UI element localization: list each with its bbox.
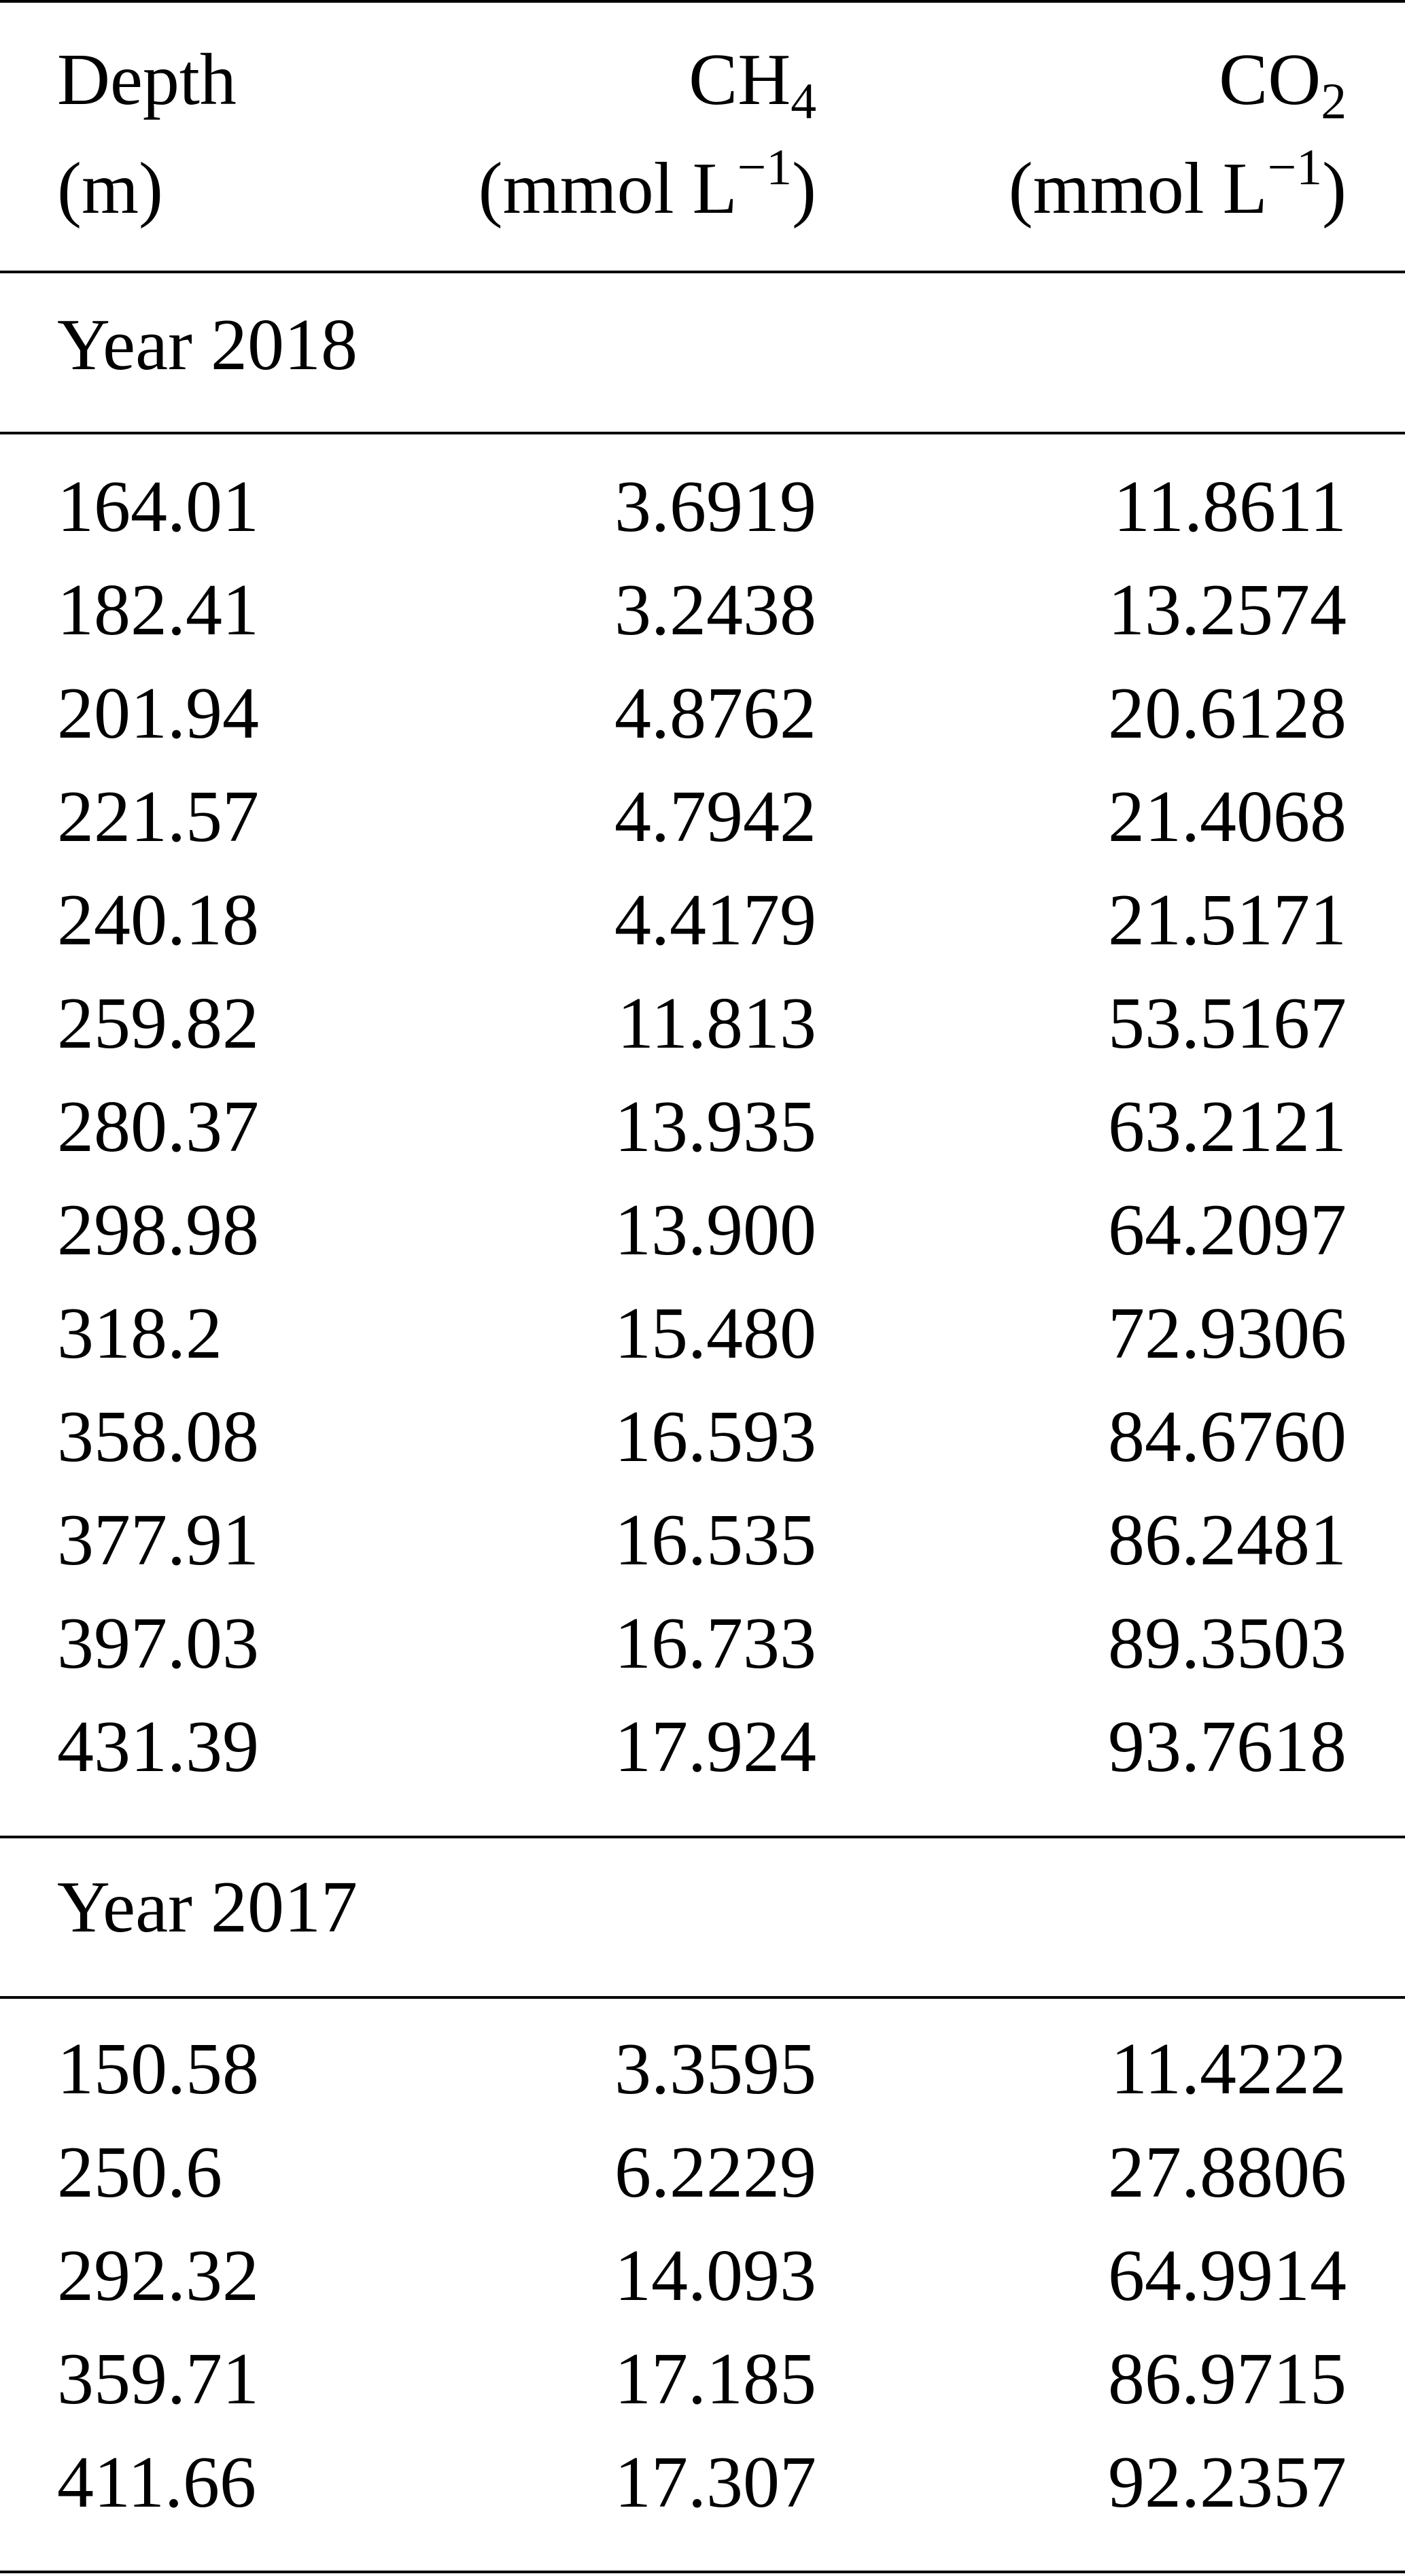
cell-depth: 240.18 <box>57 880 259 961</box>
cell-depth: 318.2 <box>57 1293 222 1374</box>
cell-ch4: 16.593 <box>614 1396 816 1477</box>
bottom-rule <box>0 2571 1405 2573</box>
header-co2-name: CO <box>1219 39 1321 120</box>
cell-ch4: 4.7942 <box>614 776 816 857</box>
cell-co2: 21.4068 <box>1108 776 1347 857</box>
cell-depth: 359.71 <box>57 2339 259 2420</box>
cell-ch4: 17.924 <box>614 1706 816 1787</box>
section-rule-2018 <box>0 432 1405 434</box>
cell-ch4: 11.813 <box>617 983 816 1064</box>
cell-depth: 358.08 <box>57 1396 259 1477</box>
cell-ch4: 14.093 <box>614 2235 816 2316</box>
cell-depth: 298.98 <box>57 1190 259 1271</box>
cell-depth: 221.57 <box>57 776 259 857</box>
cell-co2: 84.6760 <box>1108 1396 1347 1477</box>
cell-co2: 86.9715 <box>1108 2339 1347 2420</box>
section-rule-2017 <box>0 1996 1405 1999</box>
cell-depth: 280.37 <box>57 1086 259 1167</box>
cell-co2: 53.5167 <box>1108 983 1347 1064</box>
header-ch4-name: CH <box>689 39 791 120</box>
top-rule <box>0 0 1405 3</box>
cell-ch4: 17.307 <box>614 2442 816 2523</box>
cell-co2: 64.9914 <box>1108 2235 1347 2316</box>
header-depth-name: Depth <box>57 39 237 120</box>
cell-co2: 63.2121 <box>1108 1086 1347 1167</box>
cell-depth: 250.6 <box>57 2132 222 2213</box>
header-ch4 <box>689 39 816 131</box>
cell-co2: 21.5171 <box>1108 880 1347 961</box>
cell-ch4: 16.733 <box>614 1603 816 1684</box>
cell-co2: 86.2481 <box>1108 1500 1347 1581</box>
cell-ch4: 15.480 <box>614 1293 816 1374</box>
cell-co2: 93.7618 <box>1108 1706 1347 1787</box>
cell-co2: 11.8611 <box>1113 466 1347 547</box>
cell-co2: 89.3503 <box>1108 1603 1347 1684</box>
cell-co2: 92.2357 <box>1108 2442 1347 2523</box>
cell-depth: 201.94 <box>57 673 259 754</box>
cell-ch4: 6.2229 <box>614 2132 816 2213</box>
cell-ch4: 4.4179 <box>614 880 816 961</box>
cell-co2: 20.6128 <box>1108 673 1347 754</box>
cell-depth: 182.41 <box>57 570 259 651</box>
cell-depth: 397.03 <box>57 1603 259 1684</box>
cell-ch4: 3.6919 <box>614 466 816 547</box>
section-label-2018: Year 2018 <box>57 305 358 385</box>
cell-co2: 72.9306 <box>1108 1293 1347 1374</box>
cell-ch4: 16.535 <box>614 1500 816 1581</box>
cell-co2: 27.8806 <box>1108 2132 1347 2213</box>
section-divider-rule <box>0 1836 1405 1838</box>
cell-depth: 431.39 <box>57 1706 259 1787</box>
cell-ch4: 4.8762 <box>614 673 816 754</box>
cell-ch4: 13.935 <box>614 1086 816 1167</box>
cell-depth: 411.66 <box>57 2442 256 2523</box>
cell-depth: 259.82 <box>57 983 259 1064</box>
header-depth-unit: (m) <box>57 148 163 229</box>
cell-depth: 377.91 <box>57 1500 259 1581</box>
header-co2-unit: (mmol $L^{-1}$) <box>1008 139 1347 229</box>
cell-depth: 164.01 <box>57 466 259 547</box>
cell-ch4: 17.185 <box>614 2339 816 2420</box>
cell-co2: 13.2574 <box>1108 570 1347 651</box>
header-ch4-subscript: 4 <box>791 73 816 131</box>
header-depth <box>57 39 237 120</box>
cell-ch4: 13.900 <box>614 1190 816 1271</box>
cell-ch4: 3.3595 <box>614 2029 816 2110</box>
cell-depth: 292.32 <box>57 2235 259 2316</box>
header-ch4-unit: (mmol $L^{-1}$) <box>478 139 816 229</box>
header-rule <box>0 271 1405 273</box>
header-co2 <box>1219 39 1347 131</box>
cell-co2: 11.4222 <box>1111 2029 1347 2110</box>
cell-co2: 64.2097 <box>1108 1190 1347 1271</box>
cell-ch4: 3.2438 <box>614 570 816 651</box>
header-co2-subscript: 2 <box>1321 73 1347 131</box>
cell-depth: 150.58 <box>57 2029 259 2110</box>
section-label-2017: Year 2017 <box>57 1867 358 1948</box>
